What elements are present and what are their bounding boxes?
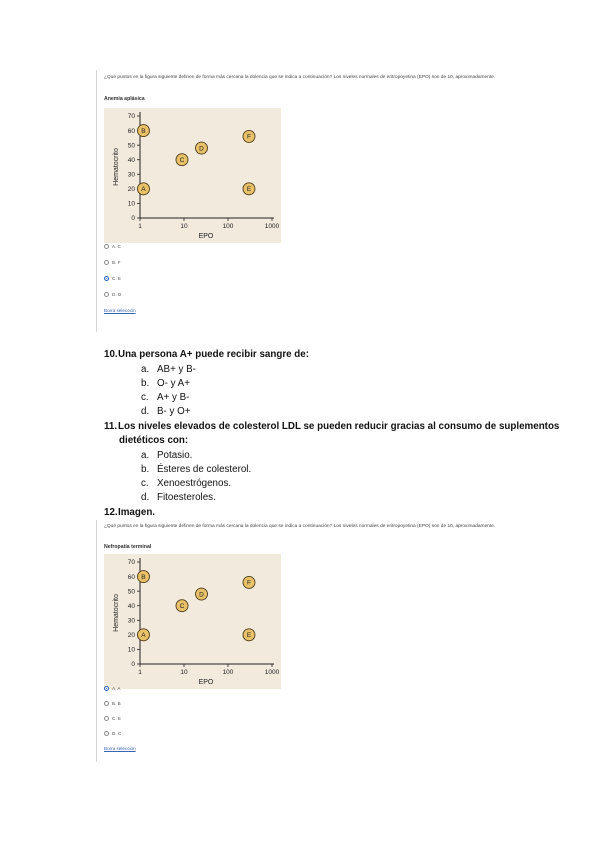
question-number: 10. [104,349,118,360]
y-axis-label: Hematocrito [113,148,120,186]
y-tick-label: 20 [127,186,135,194]
option-d[interactable] [104,731,121,736]
q10-option-c [141,392,189,403]
q11-option-d [141,492,216,503]
option-b[interactable] [104,260,120,265]
option-b[interactable] [104,701,121,706]
question-text: Los niveles elevados de colesterol LDL se pueden reducir gracias al consumo de suplementos [118,421,560,432]
q11-option-a [141,450,192,461]
y-tick-label: 60 [127,573,135,581]
option-letter: c. [141,478,149,489]
option-letter: c. [141,392,149,403]
option-c[interactable] [104,276,121,281]
y-tick-label: 60 [127,127,135,135]
radio-d[interactable] [104,292,109,297]
option-label: D. D [112,292,122,297]
question-title: Anemia aplásica [104,96,145,102]
option-text: A+ y B- [157,392,190,403]
y-tick-label: 0 [131,215,135,223]
option-c[interactable] [104,716,121,721]
option-text: B- y O+ [157,406,191,417]
data-point-label: D [199,591,204,599]
data-point-label: F [247,579,251,587]
chart-svg [104,554,281,689]
clear-selection-link[interactable]: Borra selección [104,746,136,751]
question-text: ¿Qué puntos en la figura siguiente definen de forma más cercana la dolencia que se indica a continuación? Los niveles normales de eritropoyetina (EPO) son de 10, aproximadamente. [104,75,496,80]
option-label: C. E [112,276,121,281]
option-text: Potasio. [157,450,193,461]
option-text: Xenoestrógenos. [157,478,232,489]
data-point-label: D [199,145,204,153]
clear-selection-link[interactable]: Borra selección [104,308,136,313]
data-point-label: F [247,133,251,141]
data-point-label: E [246,186,252,194]
question-text: ¿Qué puntos en la figura siguiente definen de forma más cercana la dolencia que se indica a continuación? Los niveles normales de eritropoyetina (EPO) son de 10, aproximadamente. [104,524,496,529]
x-tick-label: 1000 [264,223,280,230]
question-number: 12. [104,507,118,518]
y-tick-label: 30 [127,171,135,179]
data-point-label: B [141,127,146,135]
question-11-line2: dietéticos con: [119,435,189,446]
y-tick-label: 40 [127,156,135,164]
q10-option-d [141,406,190,417]
option-letter: b. [141,464,150,475]
radio-a[interactable] [104,686,109,691]
radio-a[interactable] [104,244,109,249]
y-tick-label: 10 [127,646,135,654]
quiz-screenshot-2 [96,520,511,762]
q10-option-a [141,364,196,375]
radio-c[interactable] [104,716,109,721]
data-point-label: E [246,632,252,640]
quiz-screenshot-1 [96,70,511,332]
question-11 [104,421,559,432]
option-letter: b. [141,378,150,389]
x-tick-label: 100 [222,669,234,676]
data-point-label: A [141,186,146,194]
option-text: AB+ y B- [157,364,196,375]
y-tick-label: 70 [127,113,135,121]
y-axis-label: Hematocrito [113,594,120,632]
q11-option-b [141,464,251,475]
q11-option-c [141,478,231,489]
option-text: Ésteres de colesterol. [157,464,252,475]
y-tick-label: 20 [127,632,135,640]
x-axis-label: EPO [198,679,214,686]
y-tick-label: 30 [127,617,135,625]
y-tick-label: 50 [127,142,135,150]
question-title: Nefropatía terminal [104,544,152,550]
radio-d[interactable] [104,731,109,736]
y-tick-label: 10 [127,200,135,208]
option-label: A. A [112,686,121,691]
x-tick-label: 1 [138,669,142,676]
y-tick-label: 70 [127,559,135,567]
data-point-label: B [141,573,146,581]
x-tick-label: 1 [138,223,142,230]
option-text: Fitoesteroles. [157,492,216,503]
option-letter: d. [141,492,150,503]
x-tick-label: 10 [180,669,188,676]
option-label: B. B [112,701,121,706]
left-border [96,520,97,762]
option-label: C. E [112,716,121,721]
question-text: Una persona A+ puede recibir sangre de: [118,349,310,360]
option-label: A. C [112,244,121,249]
y-tick-label: 40 [127,602,135,610]
question-text: Imagen. [118,507,156,518]
option-letter: a. [141,364,150,375]
option-letter: d. [141,406,150,417]
option-label: D. C [112,731,122,736]
scatter-chart-2 [104,554,281,689]
data-point-label: C [179,603,185,611]
left-border [96,70,97,332]
question-number: 11. [104,421,118,432]
chart-svg [104,108,281,243]
option-text: O- y A+ [157,378,190,389]
option-a[interactable] [104,244,121,249]
x-tick-label: 10 [180,223,188,230]
question-10 [104,349,309,360]
option-letter: a. [141,450,150,461]
y-tick-label: 50 [127,588,135,596]
q10-option-b [141,378,190,389]
radio-b[interactable] [104,260,109,265]
radio-b[interactable] [104,701,109,706]
x-axis-label: EPO [198,233,214,240]
option-a[interactable] [104,686,120,691]
data-point-label: C [179,157,185,165]
option-d[interactable] [104,292,121,297]
data-point-label: A [141,632,146,640]
radio-c[interactable] [104,276,109,281]
y-tick-label: 0 [131,661,135,669]
scatter-chart-1 [104,108,281,243]
option-label: B. F [112,260,121,265]
x-tick-label: 1000 [264,669,280,676]
question-12 [104,507,155,518]
x-tick-label: 100 [222,223,234,230]
